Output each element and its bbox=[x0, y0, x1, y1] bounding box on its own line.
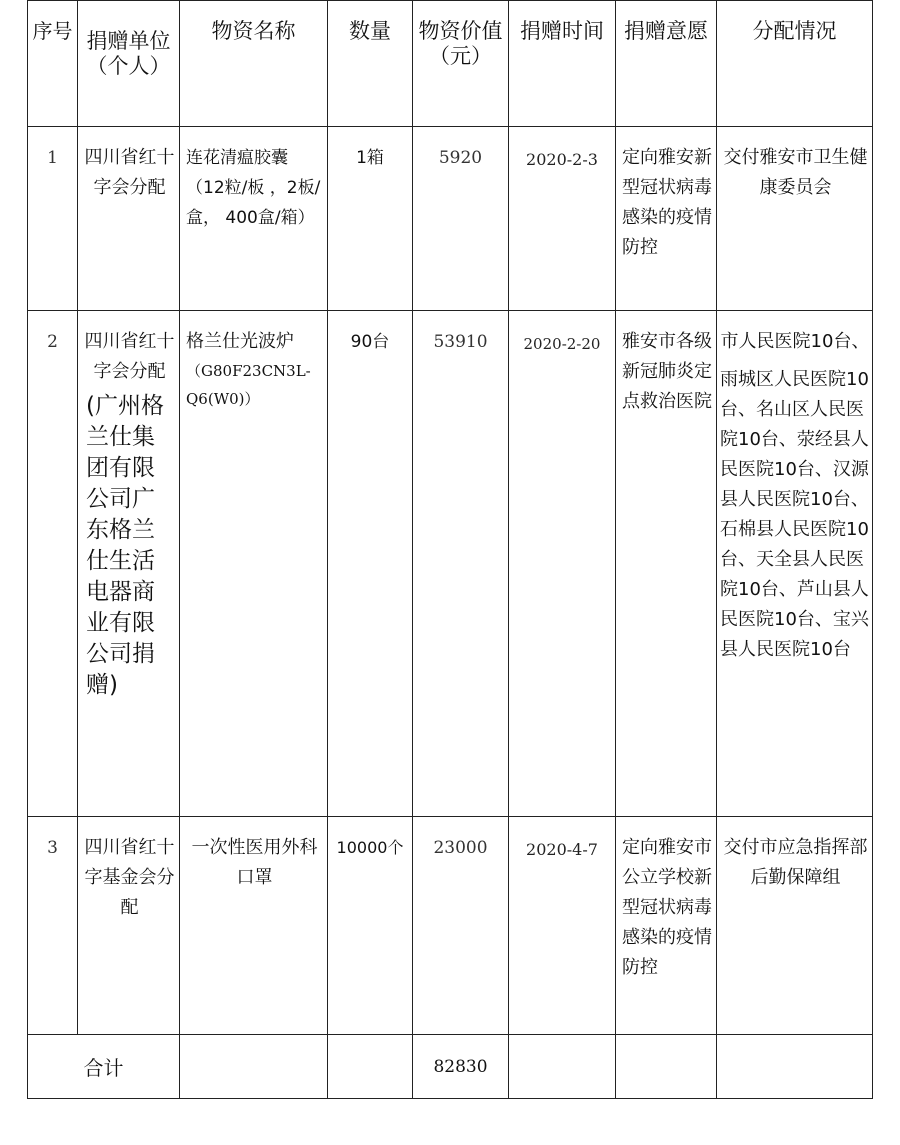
total-value: 82830 bbox=[413, 1035, 509, 1099]
header-item: 物资名称 bbox=[180, 1, 328, 127]
donation-table bbox=[27, 0, 873, 1099]
total-empty-time bbox=[509, 1035, 616, 1099]
table-row bbox=[28, 311, 873, 817]
row-donor-cell bbox=[78, 311, 180, 817]
header-seq: 序号 bbox=[28, 1, 78, 127]
row-allocation: 雨城区人民医院10台、名山区人民医院10台、荥经县人民医院10台、汉源县人民医院10台、石棉县人民医院10台、天全县人民医院10台、芦山县人民医院10台、宝兴县人民医院10台 bbox=[720, 369, 869, 660]
row-allocation: 交付市应急指挥部后勤保障组 bbox=[717, 817, 873, 1035]
row-item: 格兰仕光波炉 bbox=[186, 331, 294, 352]
header-allocation: 分配情况 bbox=[717, 1, 873, 127]
header-row bbox=[28, 1, 873, 127]
row-allocation-first: 市人民医院10台、 bbox=[720, 331, 870, 352]
row-seq: 2 bbox=[28, 311, 78, 817]
row-value: 23000 bbox=[413, 817, 509, 1035]
row-time: 2020-2-3 bbox=[509, 127, 616, 311]
row-intent: 定向雅安新型冠状病毒感染的疫情防控 bbox=[616, 127, 717, 311]
header-donor: 捐赠单位（个人） bbox=[78, 1, 180, 127]
row-donor: 四川省红十字会分配 bbox=[84, 331, 175, 382]
table-row bbox=[28, 817, 873, 1035]
row-time: 2020-4-7 bbox=[509, 817, 616, 1035]
header-intent: 捐赠意愿 bbox=[616, 1, 717, 127]
row-seq: 3 bbox=[28, 817, 78, 1035]
row-item: 连花清瘟胶囊（12粒/板 ，2板/ 盒， 400盒/箱） bbox=[180, 127, 328, 311]
row-allocation: 交付雅安市卫生健康委员会 bbox=[717, 127, 873, 311]
row-donor: 四川省红十字基金会分配 bbox=[78, 817, 180, 1035]
row-item: 一次性医用外科口罩 bbox=[180, 817, 328, 1035]
row-item-cell bbox=[180, 311, 328, 817]
total-empty-item bbox=[180, 1035, 328, 1099]
row-allocation-cell bbox=[717, 311, 873, 817]
total-empty-intent bbox=[616, 1035, 717, 1099]
row-donor: 四川省红十字会分配 bbox=[78, 127, 180, 311]
row-intent: 定向雅安市公立学校新型冠状病毒感染的疫情防控 bbox=[616, 817, 717, 1035]
row-item-model: （G80F23CN3L-Q6(W0)） bbox=[186, 362, 311, 408]
total-empty-allocation bbox=[717, 1035, 873, 1099]
row-donor-note: (广州格兰仕集团有限公司广东格兰仕生活电器商业有限公司捐赠) bbox=[86, 393, 164, 698]
total-row bbox=[28, 1035, 873, 1099]
row-qty: 1箱 bbox=[328, 127, 413, 311]
row-qty: 10000个 bbox=[328, 817, 413, 1035]
header-qty: 数量 bbox=[328, 1, 413, 127]
row-time: 2020-2-20 bbox=[509, 311, 616, 817]
row-seq: 1 bbox=[28, 127, 78, 311]
row-value: 53910 bbox=[413, 311, 509, 817]
row-intent: 雅安市各级新冠肺炎定点救治医院 bbox=[616, 311, 717, 817]
total-empty-qty bbox=[328, 1035, 413, 1099]
row-value: 5920 bbox=[413, 127, 509, 311]
header-value: 物资价值（元） bbox=[413, 1, 509, 127]
table-row bbox=[28, 127, 873, 311]
row-qty: 90台 bbox=[328, 311, 413, 817]
total-label: 合计 bbox=[28, 1035, 180, 1099]
header-time: 捐赠时间 bbox=[509, 1, 616, 127]
